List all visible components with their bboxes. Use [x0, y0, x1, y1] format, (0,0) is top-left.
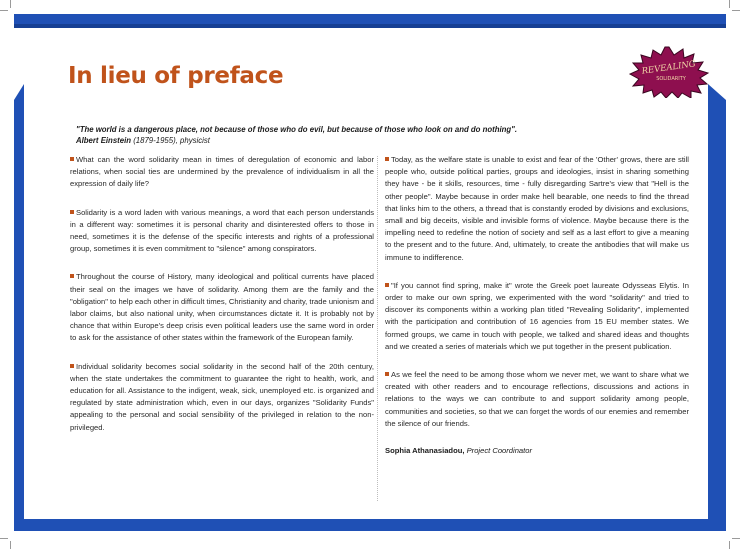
crop-mark: [10, 0, 11, 8]
bullet-marker: [385, 372, 389, 376]
paragraph: Today, as the welfare state is unable to exist and fear of the 'Other' grows, there are still people who, outside political parties, groups and ideologies, insist in sharing something they have - be it skills, resources, time - fully disregarding Sartre's view that "Hell is the other people". Maybe because in order make hell bearable, one needs to find the thread that links him to the others, a thread that is constantly eroded by divisions and exclusions, small and big deceits, visible and invisible forms of violence. Maybe because there is the impelling need to redefine the notion of society and self as a last effort to give a meaning to the present and to the future. And, ultimately, to create the antibodies that will make us immune to indifference.: [385, 155, 689, 262]
badge-text-line1: REVEALING: [641, 59, 697, 77]
quote-role: physicist: [180, 136, 210, 145]
frame-top-shade: [14, 24, 726, 28]
bullet-marker: [385, 283, 389, 287]
frame-left-cap: [14, 84, 24, 100]
frame-right-band: [708, 100, 726, 519]
left-column: [70, 154, 374, 450]
signature-name: Sophia Athanasiadou,: [385, 446, 465, 456]
frame-left-band: [14, 100, 24, 519]
paragraph: What can the word solidarity mean in times of deregulation of economic and labor relations, when social ties are undermined by the prevalence of individualism in all the expression of daily life?: [70, 155, 374, 189]
badge-text-line2: SOLIDARITY: [656, 76, 686, 82]
column-divider: [377, 156, 378, 501]
frame-right-cap: [708, 84, 726, 100]
bullet-marker: [70, 157, 74, 161]
paragraph: As we feel the need to be among those whom we never met, we want to share what we created with other readers and to encourage reflections, discussions and actions in relations to the ways we can contribute to and support solidarity among people, communities and societies, so that we can forget the words of our enemies and remember the silence of our friends.: [385, 370, 689, 428]
signature-role: Project Coordinator: [466, 446, 533, 456]
paragraph: Throughout the course of History, many ideological and political currents have placed their seal on the images we have of solidarity. Among them are the family and the "obligation" to help each other in difficult times, Christianity and charity, trade unionism and labor claims, but also national unity, when circumstances dictate it. It is probably not by chance that within Europe's deep crisis even political leaders use the same word in order to ask for the assistance of other states within the framework of the European family.: [70, 272, 374, 343]
bullet-marker: [70, 364, 74, 368]
signature: [385, 446, 689, 455]
paragraph: Solidarity is a word laden with various meanings, a word that each person understands in a different way: sometimes it is personal charity and disinterested offers to those in need, sometimes it is the defense of the specific interests and rights of a professional group, sometimes it is even commitment to "silence" among conspirators.: [70, 207, 374, 254]
frame-bottom-band: [14, 519, 726, 531]
crop-mark: [0, 10, 8, 11]
bullet-marker: [385, 157, 389, 161]
epigraph-quote: [76, 124, 676, 146]
bullet-marker: [70, 210, 74, 214]
paragraph: "If you cannot find spring, make it" wrote the Greek poet laureate Odysseas Elytis. In order to make our own spring, we experimented with the word "solidarity" and tried to discover its components within a working plan titled "Revealing Solidarity", implemented with the participation and contribution of 16 agencies from 15 EU member states. We formed groups, we came in touch with people, we talked and shared ideas and thoughts and we created a series of materials which we put together in the present publication.: [385, 280, 689, 351]
crop-mark: [10, 541, 11, 549]
paragraph: Individual solidarity becomes social solidarity in the second half of the 20th century, when the state undertakes the commitment to guarantee the right to health, work, and education for all. Assistance to the indigent, weak, sick, unemployed etc. is organized and regulated by state administration which, even in our days, organizes "Solidarity Funds" appealing to the personal and social sensibility of the privileged in relation to the non-privileged.: [70, 361, 374, 432]
crop-mark: [729, 0, 730, 8]
right-column: [385, 154, 689, 455]
quote-text: "The world is a dangerous place, not because of those who do evil, but because of those who look on and do nothing".: [76, 125, 518, 134]
revealing-solidarity-logo: [628, 46, 710, 98]
quote-author: Albert Einstein: [76, 136, 132, 145]
crop-mark: [732, 538, 740, 539]
crop-mark: [729, 541, 730, 549]
crop-mark: [732, 10, 740, 11]
quote-years: (1879-1955),: [133, 136, 178, 145]
page-title: In lieu of preface: [68, 63, 284, 89]
bullet-marker: [70, 274, 74, 278]
crop-mark: [0, 538, 8, 539]
